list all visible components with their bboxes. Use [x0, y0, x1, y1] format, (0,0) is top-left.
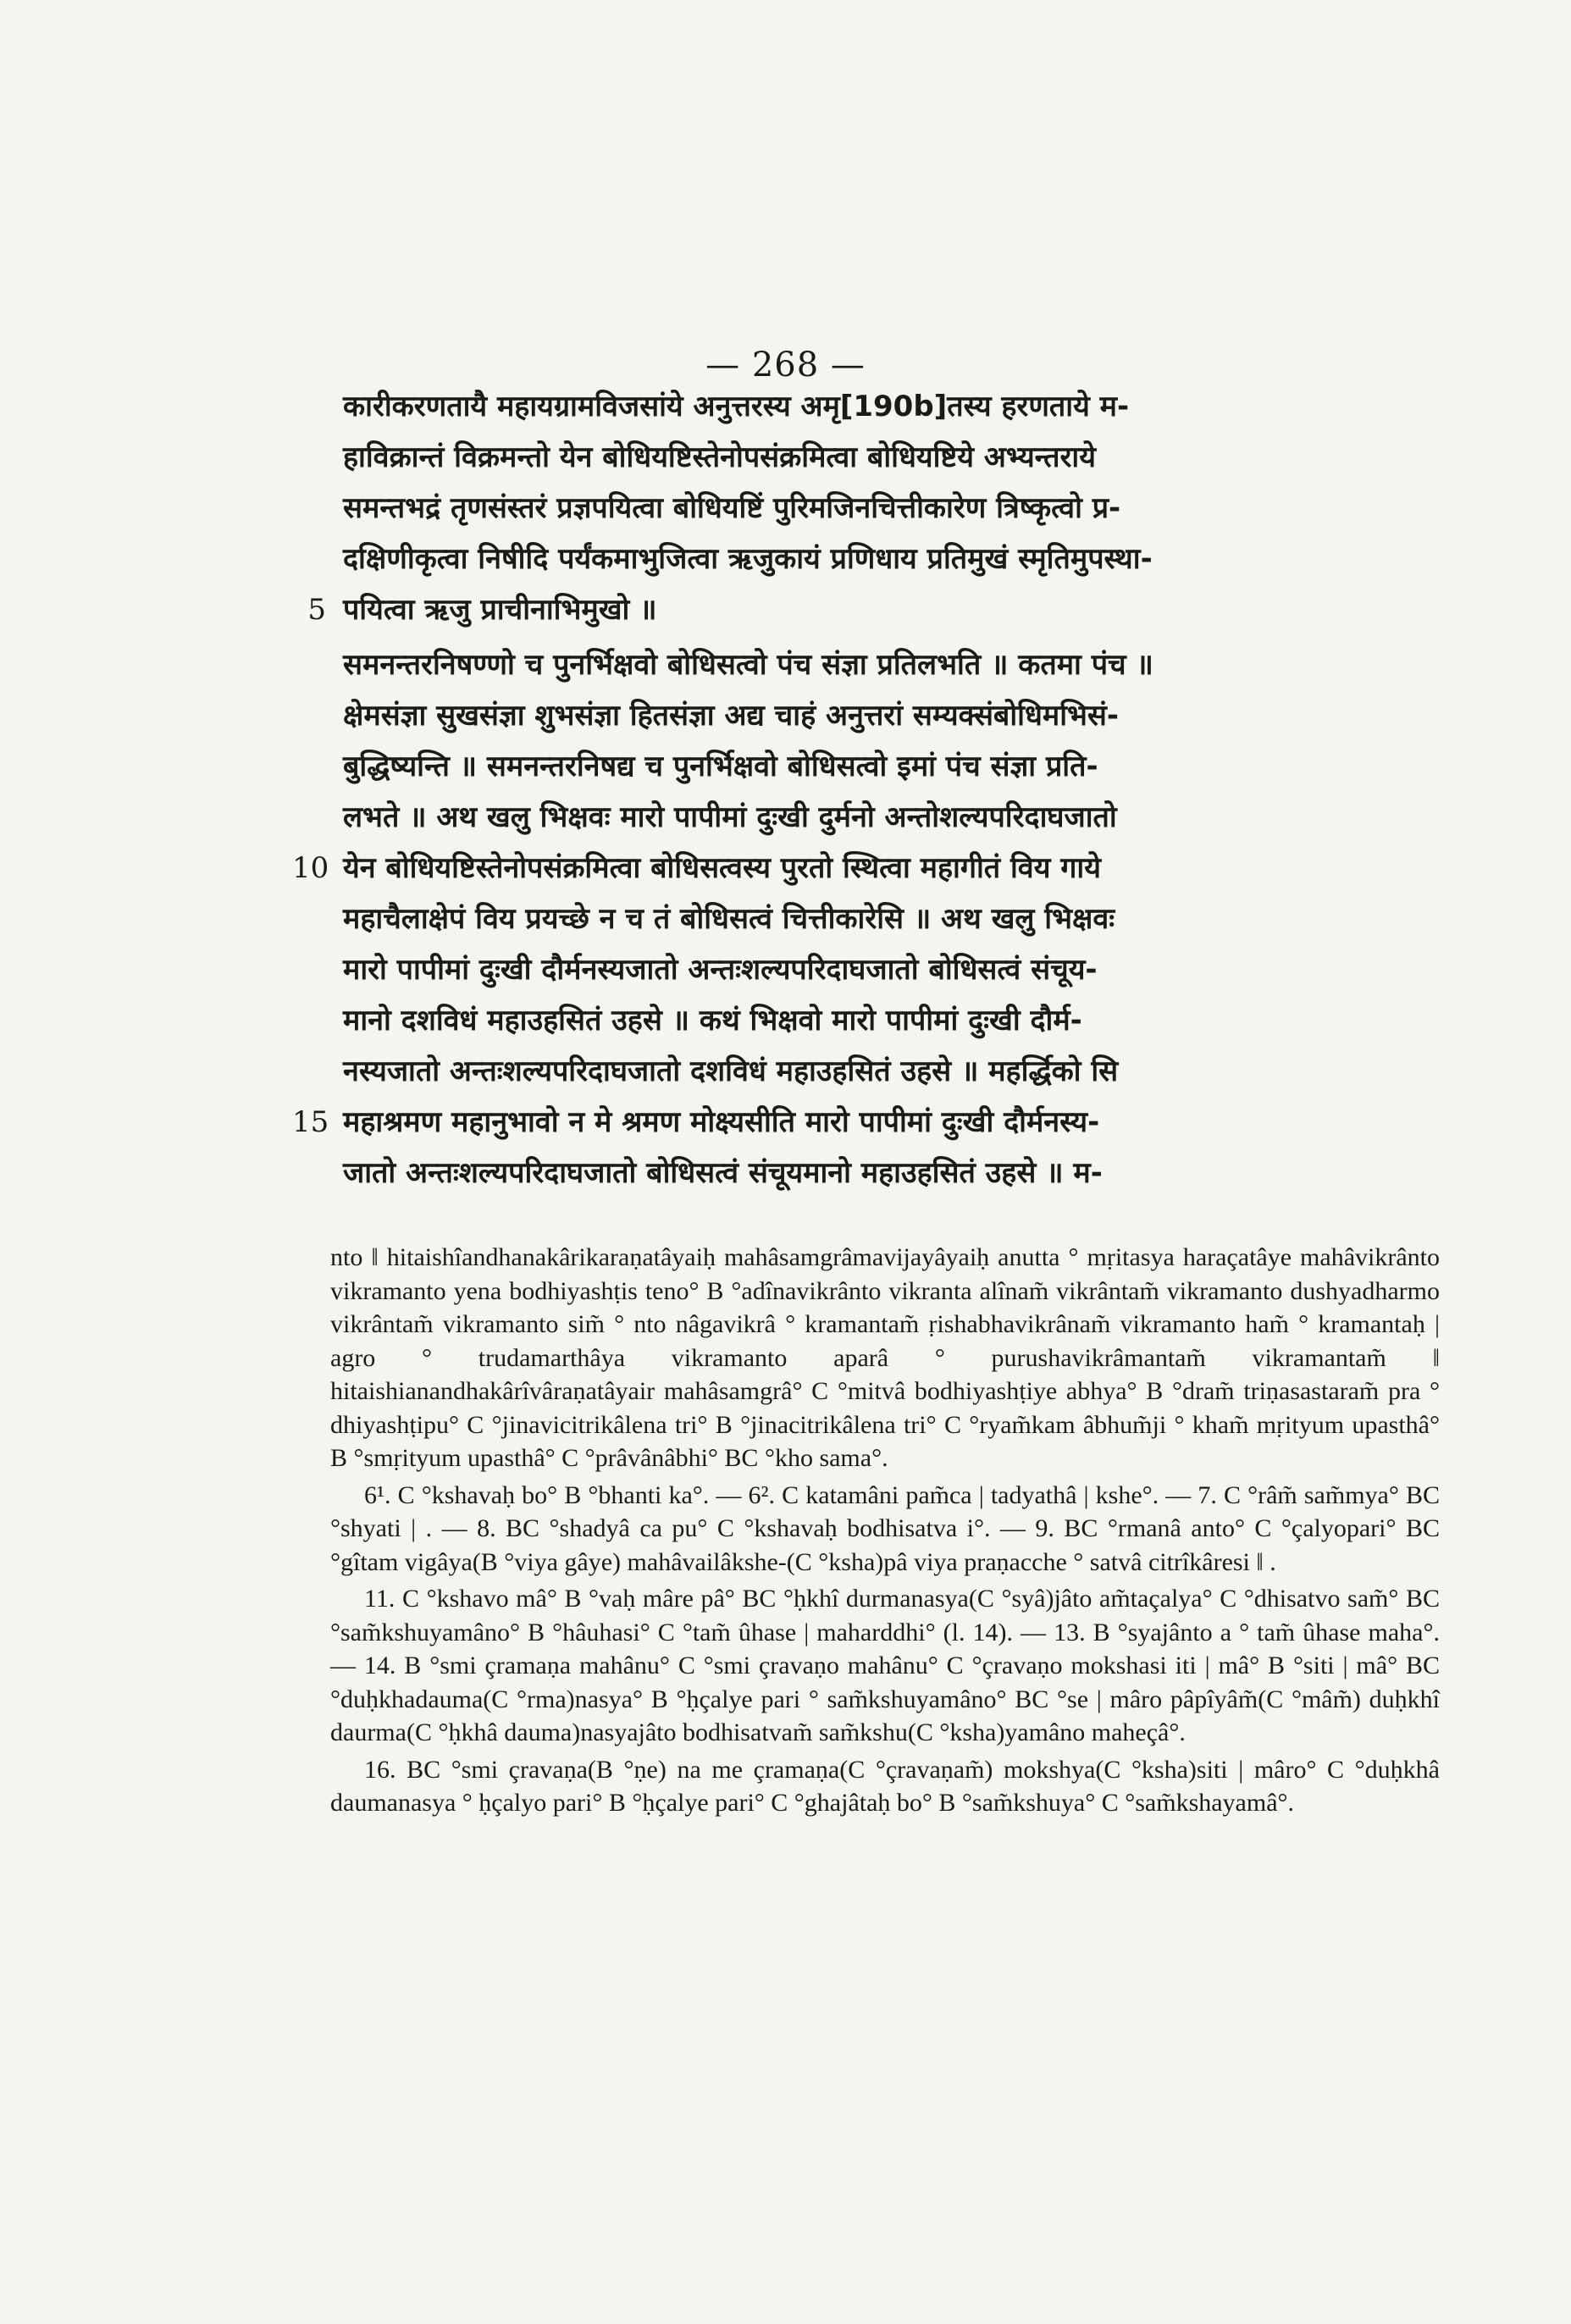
line-text: येन बोधियष्टिस्तेनोपसंक्रमित्वा बोधिसत्वस्य पुरतो स्थित्वा महागीतं विय गाये	[343, 851, 1101, 885]
line-number: 5	[307, 593, 326, 627]
variant-readings	[330, 1241, 1440, 1820]
line-number: 10	[292, 851, 329, 885]
text-line	[343, 894, 1444, 944]
text-line	[343, 995, 1444, 1046]
text-line	[343, 432, 1444, 483]
text-line	[343, 741, 1444, 792]
line-text: मारो पापीमां दुःखी दौर्मनस्यजातो अन्तःशल्यपरिदाघजातो बोधिसत्वं संचूय-	[343, 953, 1098, 987]
note-block: 16. BC °smi çravaṇa(B °ṇe) na me çramaṇa(C °çravaṇam̃) mokshya(C °ksha)siti | mâro° C °duḥkhâ daumanasya ° ḥçalyo pari° B °ḥçalye pari° C °ghajâtaḥ bo° B °sam̃kshuya° C °sam̃kshayamâ°.	[330, 1755, 1440, 1817]
line-text: समन्तभद्रं तृणसंस्तरं प्रज्ञपयित्वा बोधियष्टिं पुरिमजिनचित्तीकारेण त्रिष्कृत्वो प्र-	[343, 491, 1121, 525]
line-text: क्षेमसंज्ञा सुखसंज्ञा शुभसंज्ञा हितसंज्ञा अद्य चाहं अनुत्तरां सम्यक्संबोधिमभिसं-	[343, 699, 1119, 733]
text-line	[343, 639, 1444, 690]
line-text: जातो अन्तःशल्यपरिदाघजातो बोधिसत्वं संचूयमानो महाउहसितं उहसे ॥ म-	[343, 1156, 1103, 1190]
line-text: लभते ॥ अथ खलु भिक्षवः मारो पापीमां दुःखी दुर्मनो अन्तोशल्यपरिदाघजातो	[343, 800, 1117, 834]
page-number: — 268 —	[705, 346, 866, 385]
line-number: 15	[292, 1105, 329, 1139]
line-text: हाविक्रान्तं विक्रमन्तो येन बोधियष्टिस्तेनोपसंक्रमित्वा बोधियष्टिये अभ्यन्तराये	[343, 440, 1096, 474]
line-text: समनन्तरनिषण्णो च पुनर्भिक्षवो बोधिसत्वो पंच संज्ञा प्रतिलभति ॥ कतमा पंच ॥	[343, 648, 1153, 682]
text-line	[343, 483, 1444, 534]
text-line	[343, 1148, 1444, 1198]
text-line	[292, 1097, 1444, 1148]
note-block: nto ‖ hitaishîandhanakârikaraṇatâyaiḥ mahâsamgrâmavijayâyaiḥ anutta ° mṛitasya haraçatâye mahâvikrânto vikramanto yena bodhiyashṭis teno° B °adînavikrânto vikranta alînam̃ vikrântam̃ vikramanto dushyadharmo vikrântam̃ vikramanto sim̃ ° nto nâgavikrâ ° kramantam̃ ṛishabhavikrânam̃ vikramanto ham̃ ° kramantaḥ | agro ° trudamarthâya vikramanto aparâ ° purushavikrâmantam̃ vikramantam̃ ‖ hitaishianandhakârîvâraṇatâyair mahâsamgrâ° C °mitvâ bodhiyashṭiye abhya° B °dram̃ triṇasastaram̃ pra ° dhiyashṭipu° C °jinavicitrikâlena tri° B °jinacitrikâlena tri° C °ryam̃kam âbhum̃ji ° kham̃ mṛityum upasthâ° B °smṛityum upasthâ° C °prâvânâbhi° BC °kho sama°.	[330, 1243, 1440, 1472]
text-line	[343, 944, 1444, 995]
text-line	[307, 584, 1444, 635]
line-text: महाश्रमण महानुभावो न मे श्रमण मोक्ष्यसीति मारो पापीमां दुःखी दौर्मनस्य-	[343, 1105, 1100, 1139]
text-line	[343, 792, 1444, 843]
text-line	[343, 381, 1444, 432]
line-text: नस्यजातो अन्तःशल्यपरिदाघजातो दशविधं महाउहसितं उहसे ॥ महर्द्धिको सि	[343, 1054, 1119, 1088]
text-line	[343, 534, 1444, 584]
line-text: मानो दशविधं महाउहसितं उहसे ॥ कथं भिक्षवो मारो पापीमां दुःखी दौर्म-	[343, 1004, 1082, 1038]
line-text: दक्षिणीकृत्वा निषीदि पर्यंकमाभुजित्वा ऋजुकायं प्रणिधाय प्रतिमुखं स्मृतिमुपस्था-	[343, 542, 1153, 576]
line-text: कारीकरणतायै महायग्रामविजसांये अनुत्तरस्य अमृ[190b]तस्य हरणताये म-	[343, 390, 1130, 423]
text-line	[343, 1046, 1444, 1097]
line-text: महाचैलाक्षेपं विय प्रयच्छे न च तं बोधिसत्वं चित्तीकारेसि ॥ अथ खलु भिक्षवः	[343, 902, 1115, 936]
line-text: बुद्धिष्यन्ति ॥ समनन्तरनिषद्य च पुनर्भिक्षवो बोधिसत्वो इमां पंच संज्ञा प्रति-	[343, 750, 1098, 783]
text-line	[292, 843, 1444, 894]
text-line	[343, 690, 1444, 741]
note-block: 11. C °kshavo mâ° B °vaḥ mâre pâ° BC °ḥkhî durmanasya(C °syâ)jâto am̃taçalya° C °dhisatvo sam̃° BC °sam̃kshuyamâno° B °hâuhasi° C °tam̃ ûhase | maharddhi° (l. 14). — 13. B °syajânto a ° tam̃ ûhase maha°. — 14. B °smi çramaṇa mahânu° C °smi çravaṇo mahânu° C °çravaṇo mokshasi iti | mâ° B °siti | mâ° BC °duḥkhadauma(C °rma)nasya° B °ḥçalye pari ° sam̃kshuyamâno° BC °se | mâro pâpîyâm̃(C °mâm̃) duḥkhî daurma(C °ḥkhâ dauma)nasyajâto bodhisatvam̃ sam̃kshu(C °ksha)yamâno maheçâ°.	[330, 1585, 1440, 1746]
note-block: 6¹. C °kshavaḥ bo° B °bhanti ka°. — 6². C katamâni pam̃ca | tadyathâ | kshe°. — 7. C °râm̃ sam̃mya° BC °shyati | . — 8. BC °shadyâ ca pu° C °kshavaḥ bodhisatva i°. — 9. BC °rmanâ anto° C °çalyopari° BC °gîtam vigâya(B °viya gâye) mahâvailâkshe-(C °ksha)pâ viya praṇacche ° satvâ citrîkâresi ‖ .	[330, 1480, 1440, 1576]
line-text: पयित्वा ऋजु प्राचीनाभिमुखो ॥	[343, 593, 657, 627]
